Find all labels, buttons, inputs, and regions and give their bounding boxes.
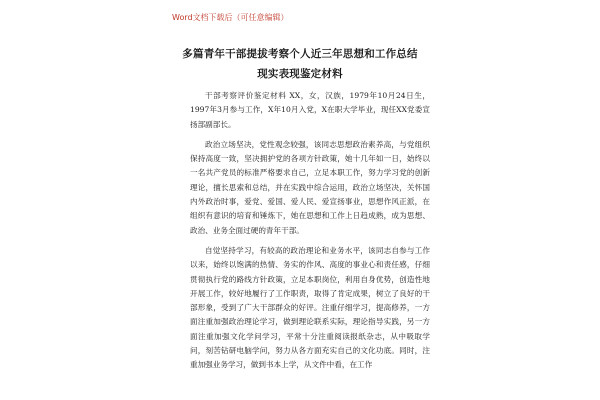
document-body xyxy=(190,89,430,373)
document-title-line2: 现实表现鉴定材料 xyxy=(257,68,343,80)
header-note: Word文档下载后（可任意编辑） xyxy=(172,13,289,22)
paragraph-3: 自觉坚持学习，有较高的政治理论和业务水平，该同志自参与工作以来，始终以饱满的热情、务实的作风、高度的事业心和责任感，仔细贯彻执行党的路线方针政策，立足本职岗位，利用自身优势，创造性地开展工作，较好地履行了工作职责，取得了肯定成果，树立了良好的干部形象，受到了广大干部群众的好评。注重仔细学习，提高修养，一方面注重加强政治理论学习，做到理论联系实际，理论指导实践，另一方面注重加强文化学问学习，平常十分注重阅读报纸杂志，从中吸取学问，刻苦钻研电脑学问，努力从各方面充实自己的文化功底。同时，注重加强业务学习，做到书本上学，从文件中看，在工作 xyxy=(190,245,430,370)
document-title-line1: 多篇青年干部提拔考察个人近三年思想和工作总结 xyxy=(182,48,418,60)
paragraph-2: 政治立场坚决，党性观念较强，该同志思想政治素养高，与党组织保持高度一致，坚决拥护党的各项方针政策，她十几年如一日，始终以一名共产党员的标准严格要求自己，立足本职工作，努力学习党的创新理论，擅长思索和总结，并在实践中综合运用，政治立场坚决，关怀国内外政治时事，爱党、爱国、爱人民、爱宣扬事业，思想作风正派，在组织有意识的培育和锤炼下，她在思想和工作上日趋成熟，成为思想、政治、业务全面过硬的青年干部。 xyxy=(190,139,430,235)
paragraph-1: 干部考察评价鉴定材料 XX，女，汉族，1979年10月24日生，1997年3月参与工作，X年10月入党，X在职大学毕业，现任XX党委宣扬部副部长。 xyxy=(190,91,430,129)
